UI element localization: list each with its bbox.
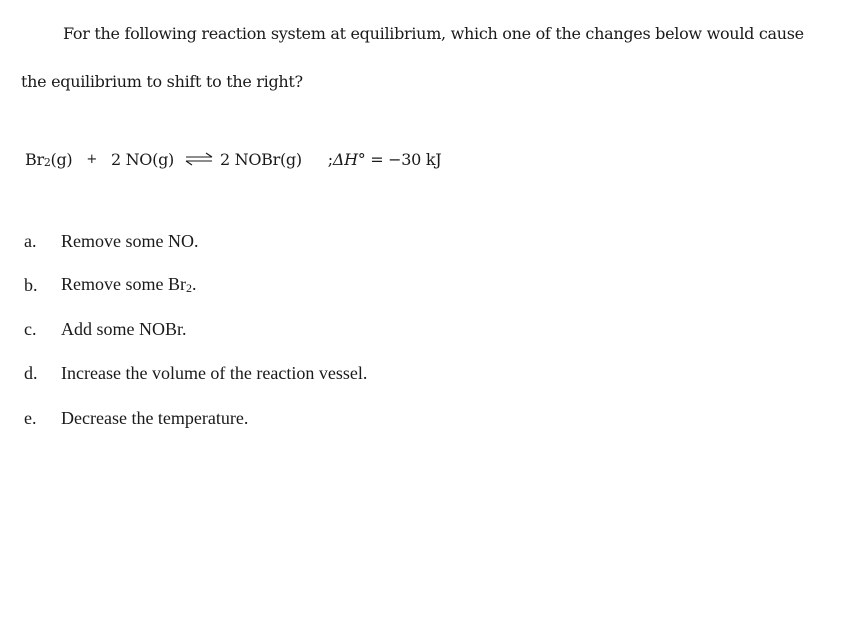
reaction-equation: [25, 147, 441, 171]
product-nobr: 2 NOBr(g): [219, 149, 302, 169]
option-letter: b.: [24, 274, 38, 295]
equilibrium-arrow-icon: [184, 151, 214, 167]
option-c: [24, 318, 187, 340]
reactant-br2: $Br_2(g)$: [25, 149, 73, 169]
option-letter: a.: [24, 230, 37, 251]
reactant-no: 2 NO(g): [110, 149, 174, 169]
option-d: [24, 362, 367, 384]
option-letter: e.: [24, 407, 37, 428]
question-line-1: For the following reaction system at equilibrium, which one of the changes below would cause: [63, 24, 804, 43]
option-text: Decrease the temperature.: [61, 407, 249, 428]
option-text: Remove some NO.: [61, 230, 199, 251]
option-text: Add some NOBr.: [61, 318, 187, 339]
enthalpy-change: ;ΔH° = −30 kJ: [327, 149, 442, 169]
option-b: [24, 274, 196, 296]
question-line-2: the equilibrium to shift to the right?: [21, 72, 303, 91]
option-text: Increase the volume of the reaction vessel.: [61, 362, 368, 383]
option-letter: d.: [24, 362, 38, 383]
option-e: [24, 407, 248, 429]
option-letter: c.: [24, 318, 37, 339]
plus-sign: +: [86, 151, 97, 167]
option-a: [24, 230, 198, 252]
option-text: Remove some $Br_2$.: [61, 274, 197, 295]
